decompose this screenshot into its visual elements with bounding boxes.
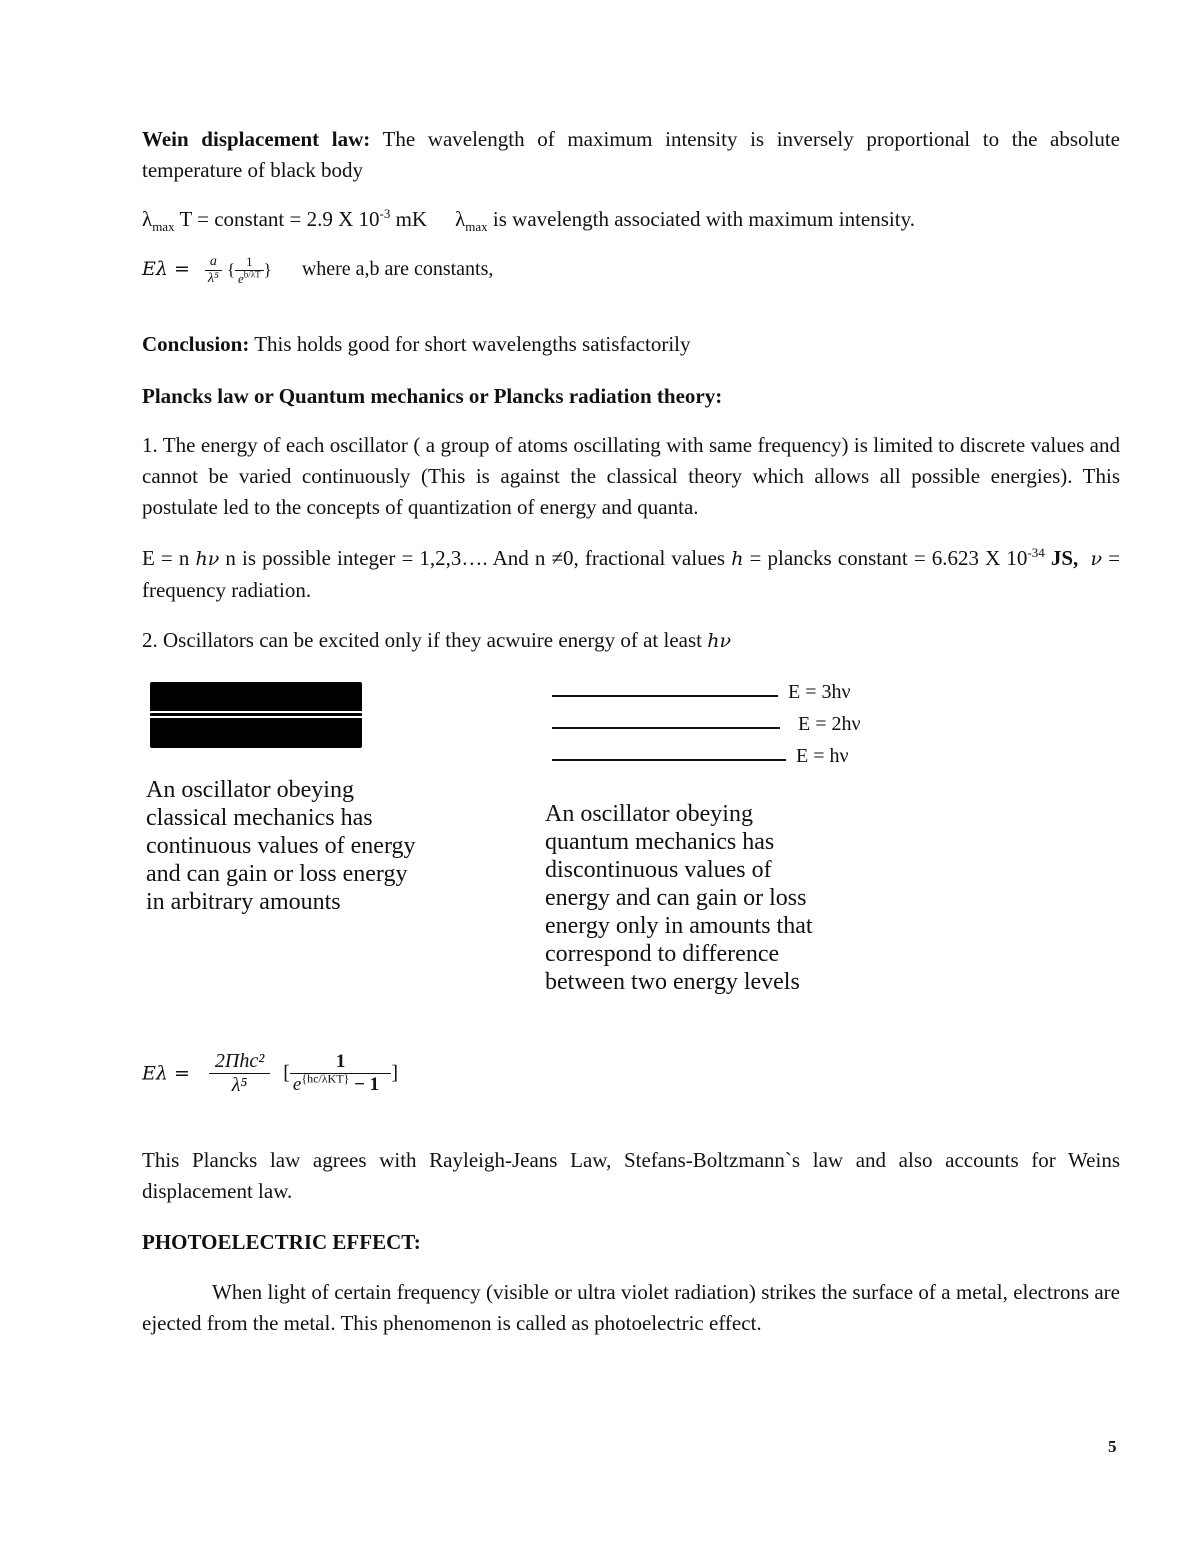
wein-formula-lhs: Eλ =: [142, 258, 190, 281]
photoelectric-heading: [142, 1227, 1120, 1258]
wein-fraction-den: λ⁵: [207, 271, 219, 286]
conclusion-text: This holds good for short wavelengths satisfactorily: [249, 332, 691, 356]
planck-heading: [142, 381, 1120, 412]
classical-caption: An oscillator obeying classical mechanics has continuous values of energy and can gain or loss energy in arbitrary amounts: [146, 777, 416, 915]
quant-exponent: -34: [1027, 545, 1045, 560]
quantum-caption: An oscillator obeying quantum mechanics has discontinuous values of energy and can gain or loss energy only in amounts that correspond to difference between two energy levels: [545, 801, 813, 995]
wein-e-exponent: b/λT: [243, 269, 261, 280]
wein-brace-open: {: [226, 260, 235, 280]
quant-frequency: = frequency radiation.: [142, 546, 1121, 602]
wein-inner-fraction: [235, 254, 264, 287]
planck-heading-text: Plancks law or Quantum mechanics or Plancks radiation theory:: [142, 384, 723, 408]
planck-minus-one: − 1: [349, 1074, 380, 1095]
quant-hv: hν: [195, 548, 220, 570]
quant-js: JS,: [1044, 546, 1079, 570]
planck-e-exponent: {hc/λKT}: [301, 1071, 350, 1086]
planck-inner-denominator: [290, 1071, 392, 1096]
wein-formula: [142, 254, 493, 287]
planck-formula: [142, 1050, 398, 1097]
planck-bracket-close: ]: [391, 1062, 399, 1084]
redacted-classical-diagram: [150, 682, 362, 748]
quantization-paragraph: [142, 543, 1120, 606]
energy-level-diagram: [552, 679, 892, 769]
quant-constant: = plancks constant = 6.623 X 10: [743, 546, 1028, 570]
wein-fraction: [205, 254, 222, 287]
conclusion-line: [142, 329, 1120, 360]
planck-fraction: [209, 1050, 270, 1097]
wein-e: e: [237, 271, 244, 286]
planck-bracket-open: [: [283, 1062, 290, 1084]
wein-inner-den: [235, 271, 264, 287]
wein-exponent: -3: [379, 206, 391, 221]
conclusion-label: Conclusion:: [142, 332, 250, 356]
quant-integer-text: n is possible integer = 1,2,3…. And n ≠0, fractional values: [219, 546, 732, 570]
wein-equation: T = constant = 2.9 X 10: [174, 207, 380, 231]
quant-h: h: [731, 548, 744, 570]
planck-e: e: [292, 1074, 302, 1095]
energy-level-line-1: [552, 759, 786, 761]
lambda-symbol: λ: [142, 207, 153, 231]
postulate-2-text: 2. Oscillators can be excited only if they acwuire energy of at least: [142, 628, 708, 652]
energy-level-label-3: E = 3hν: [788, 681, 851, 703]
energy-level-label-2: E = 2hν: [798, 713, 861, 735]
energy-level-line-2: [552, 727, 780, 729]
wein-inner-num: 1: [235, 254, 264, 271]
postulate-2: [142, 625, 1120, 657]
energy-level-line-3: [552, 695, 778, 697]
quant-energy: E = n: [142, 546, 196, 570]
wein-paragraph: [142, 124, 1120, 186]
page-number: 5: [1108, 1437, 1117, 1456]
photoelectric-heading-text: PHOTOELECTRIC EFFECT:: [142, 1230, 421, 1254]
planck-numerator: 2Πhc²: [209, 1050, 270, 1074]
max-subscript-2: max: [465, 219, 488, 235]
max-subscript: max: [152, 219, 175, 235]
energy-level-label-1: E = hν: [796, 745, 849, 767]
quant-nu: ν: [1090, 548, 1103, 570]
wein-brace-close: }: [263, 260, 272, 280]
photoelectric-paragraph: When light of certain frequency (visible or ultra violet radiation) strikes the surface of a metal, electrons are ejected from the metal. This phenomenon is called as photoelectric effect.: [142, 1280, 1120, 1335]
wein-text: The wavelength of maximum intensity is inversely proportional to the absolute temperature of black body: [142, 127, 1120, 182]
postulate-1: 1. The energy of each oscillator ( a group of atoms oscillating with same frequency) is limited to discrete values and cannot be varied continuously (This is against the classical theory which allows all possible energies). This postulate led to the concepts of quantization of energy and quanta.: [142, 433, 1120, 519]
planck-formula-lhs: Eλ =: [142, 1062, 190, 1085]
planck-agrees-paragraph: This Plancks law agrees with Rayleigh-Jeans Law, Stefans-Boltzmann`s law and also accounts for Weins displacement law.: [142, 1148, 1120, 1203]
lambda-symbol-2: λ: [455, 207, 466, 231]
planck-denominator: λ⁵: [231, 1074, 248, 1096]
wein-unit: mK: [390, 207, 428, 231]
planck-inner-fraction: [290, 1051, 392, 1096]
wein-description: is wavelength associated with maximum intensity.: [487, 207, 915, 231]
wein-title: Wein displacement law:: [142, 127, 371, 151]
wein-where: where a,b are constants,: [301, 258, 494, 281]
postulate-2-hv: hν: [707, 630, 732, 652]
planck-inner-numerator: 1: [290, 1051, 392, 1074]
wein-equation-line: [142, 204, 1120, 235]
wein-fraction-num: a: [205, 254, 222, 271]
